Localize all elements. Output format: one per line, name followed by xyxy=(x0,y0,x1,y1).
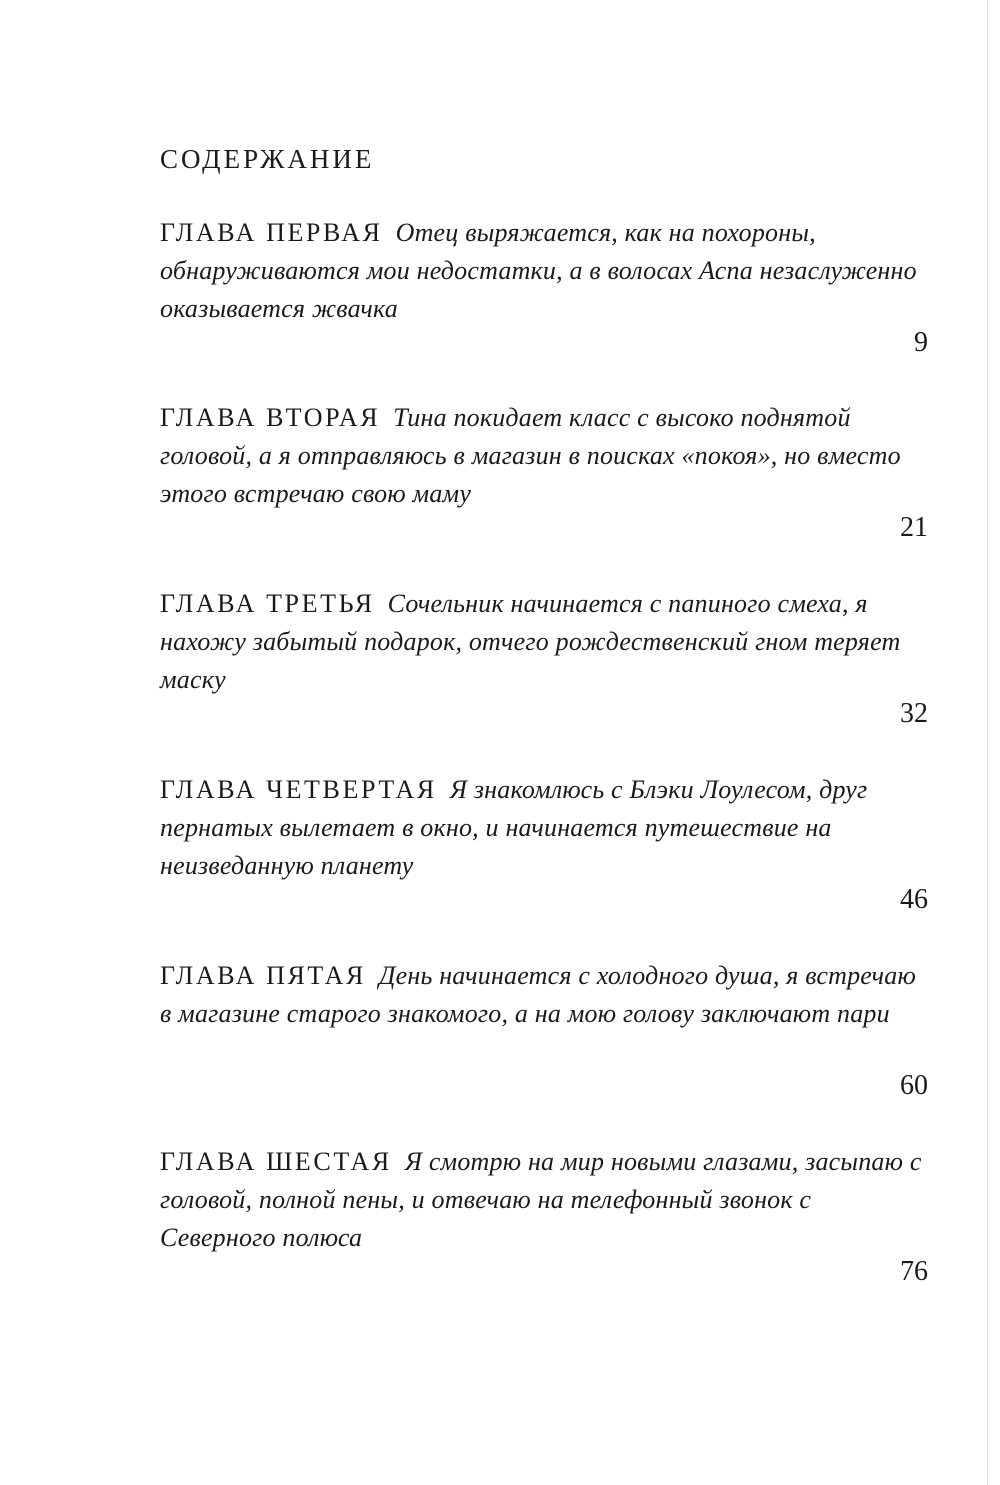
page-number: 60 xyxy=(900,1070,928,1101)
toc-entry xyxy=(160,585,928,729)
toc-entry-text xyxy=(160,399,928,513)
page-number: 76 xyxy=(900,1256,928,1287)
chapter-label: ГЛАВА ВТОРАЯ xyxy=(160,403,381,432)
page-number: 46 xyxy=(900,884,928,915)
chapter-description: Сочельник начинается с папиного смеха, я нахожу забытый подарок, отчего рождественский гном теряет маску xyxy=(160,589,901,694)
page-number: 21 xyxy=(900,512,928,543)
chapter-label: ГЛАВА ЧЕТВЕРТАЯ xyxy=(160,775,437,804)
chapter-label: ГЛАВА ТРЕТЬЯ xyxy=(160,589,375,618)
chapter-label: ГЛАВА ШЕСТАЯ xyxy=(160,1147,392,1176)
chapter-description: Я смотрю на мир новыми глазами, засыпаю с головой, полной пены, и отвечаю на телефонный звонок с Северного полюса xyxy=(160,1147,922,1252)
toc-entry-text xyxy=(160,585,928,699)
toc-entry-text xyxy=(160,771,928,885)
chapter-description: Отец выряжается, как на похороны, обнаруживаются мои недостатки, а в волосах Аспа незаслуженно оказывается жвачка xyxy=(160,218,917,323)
toc-entry xyxy=(160,771,928,915)
toc-entry xyxy=(160,957,928,1101)
page-number: 32 xyxy=(900,698,928,729)
toc-entry xyxy=(160,214,928,358)
page-edge-line xyxy=(987,0,988,1485)
toc-entry-text xyxy=(160,1143,928,1257)
chapter-label: ГЛАВА ПЕРВАЯ xyxy=(160,218,383,247)
toc-heading: СОДЕРЖАНИЕ xyxy=(160,144,375,174)
chapter-description: Тина покидает класс с высоко поднятой головой, а я отправляюсь в магазин в поисках «покоя», но вместо этого встречаю свою маму xyxy=(160,403,901,508)
toc-entry-text xyxy=(160,957,928,1033)
toc-entry xyxy=(160,1143,928,1287)
page-number: 9 xyxy=(914,327,928,358)
chapter-description: День начинается с холодного душа, я встречаю в магазине старого знакомого, а на мою голову заключают пари xyxy=(160,961,917,1028)
toc-entry xyxy=(160,399,928,543)
chapter-description: Я знакомлюсь с Блэки Лоулесом, друг пернатых вылетает в окно, и начинается путешествие на неизведанную планету xyxy=(160,775,868,880)
toc-entry-text xyxy=(160,214,928,328)
chapter-label: ГЛАВА ПЯТАЯ xyxy=(160,961,366,990)
